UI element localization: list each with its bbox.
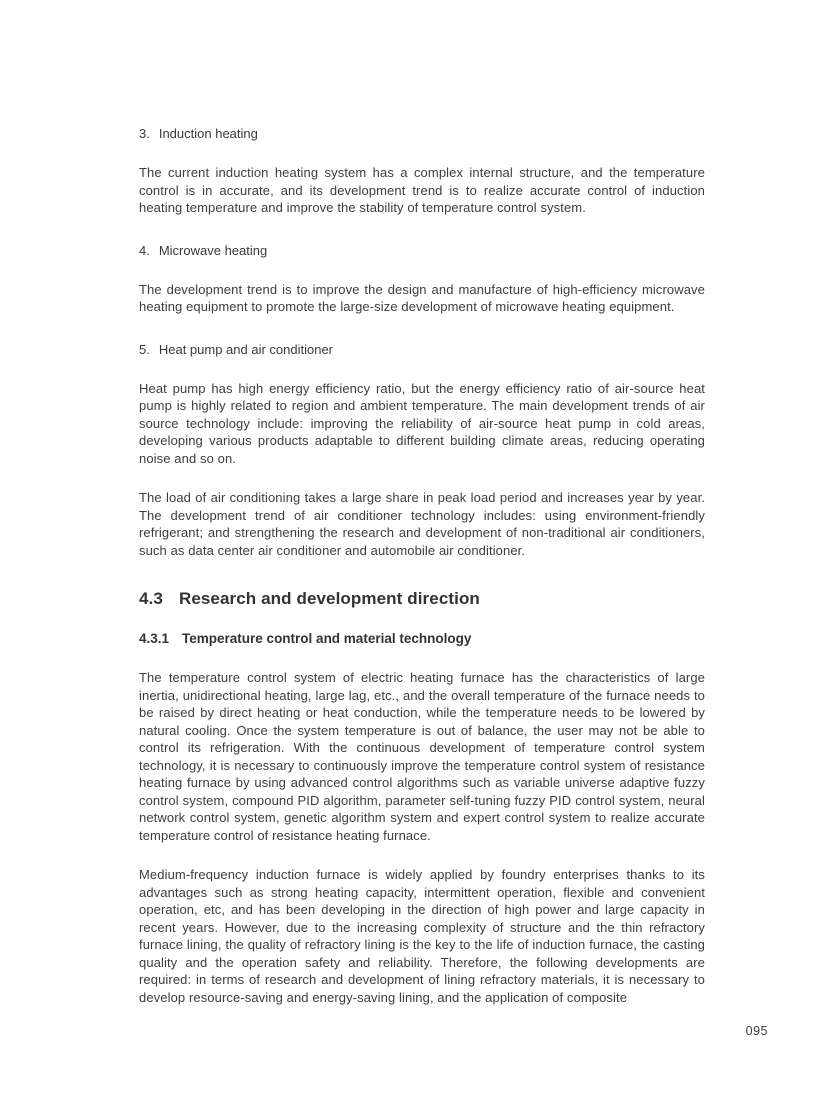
section-title: Research and development direction xyxy=(178,589,480,608)
item-title: Heat pump and air conditioner xyxy=(158,341,334,357)
paragraph: The load of air conditioning takes a large share in peak load period and increases year by year. The development trend of air conditioner technology includes: using environment-friendly refrigerant; and strengthening the research and development of non-traditional air conditioners, such as data center air conditioner and automobile air conditioner. xyxy=(139,490,705,558)
paragraph: The current induction heating system has a complex internal structure, and the temperature control is in accurate, and its development trend is to realize accurate control of induction heating temperature and improve the stability of temperature control system. xyxy=(139,165,705,215)
item-title: Induction heating xyxy=(158,126,258,141)
subsection-number: 4.3.1 xyxy=(139,631,170,646)
list-heading-microwave-heating xyxy=(139,243,705,259)
page-number: 095 xyxy=(745,1024,768,1038)
subsection-heading-temperature-control xyxy=(139,630,705,647)
paragraph: Heat pump has high energy efficiency ratio, but the energy efficiency ratio of air-source heat pump is highly related to region and ambient temperature. The main development trends of air source technology include: improving the reliability of air-source heat pump in cold areas, developing various products adaptable to different building climate areas, reducing operating noise and so on. xyxy=(139,380,705,466)
list-heading-heat-pump xyxy=(139,342,705,358)
item-number: 5. xyxy=(139,341,150,357)
item-number: 3. xyxy=(139,126,150,141)
paragraph: The development trend is to improve the design and manufacture of high-efficiency microwave heating equipment to promote the large-size development of microwave heating equipment. xyxy=(139,281,705,314)
section-number: 4.3 xyxy=(139,589,163,608)
subsection-title: Temperature control and material technology xyxy=(182,631,472,646)
list-heading-induction-heating xyxy=(139,126,705,142)
item-number: 4. xyxy=(139,242,150,258)
section-heading-research-development xyxy=(139,589,705,609)
item-title: Microwave heating xyxy=(158,242,268,258)
paragraph: The temperature control system of electric heating furnace has the characteristics of large inertia, unidirectional heating, large lag, etc., and the overall temperature of the furnace needs to be raised by direct heating or heat conduction, while the temperature needs to be lowered by natural cooling. Once the system temperature is out of balance, the user may not be able to control its refrigeration. With the continuous development of temperature control system technology, it is necessary to continuously improve the temperature control system of resistance heating furnace by using advanced control algorithms such as variable universe adaptive fuzzy control system, compound PID algorithm, parameter self-tuning fuzzy PID control system, neural network control system, genetic algorithm system and expert control system to realize accurate temperature control of resistance heating furnace. xyxy=(139,670,705,843)
paragraph: Medium-frequency induction furnace is widely applied by foundry enterprises thanks to its advantages such as strong heating capacity, intermittent operation, flexible and convenient operation, etc, and has been developing in the direction of high power and large capacity in recent years. However, due to the increasing complexity of structure and the thin refractory furnace lining, the quality of refractory lining is the key to the life of induction furnace, the casting quality and the operation safety and reliability. Therefore, the following developments are required: in terms of research and development of lining refractory materials, it is necessary to develop resource-saving and energy-saving lining, and the application of composite xyxy=(139,867,705,1005)
page-content xyxy=(139,126,705,1006)
